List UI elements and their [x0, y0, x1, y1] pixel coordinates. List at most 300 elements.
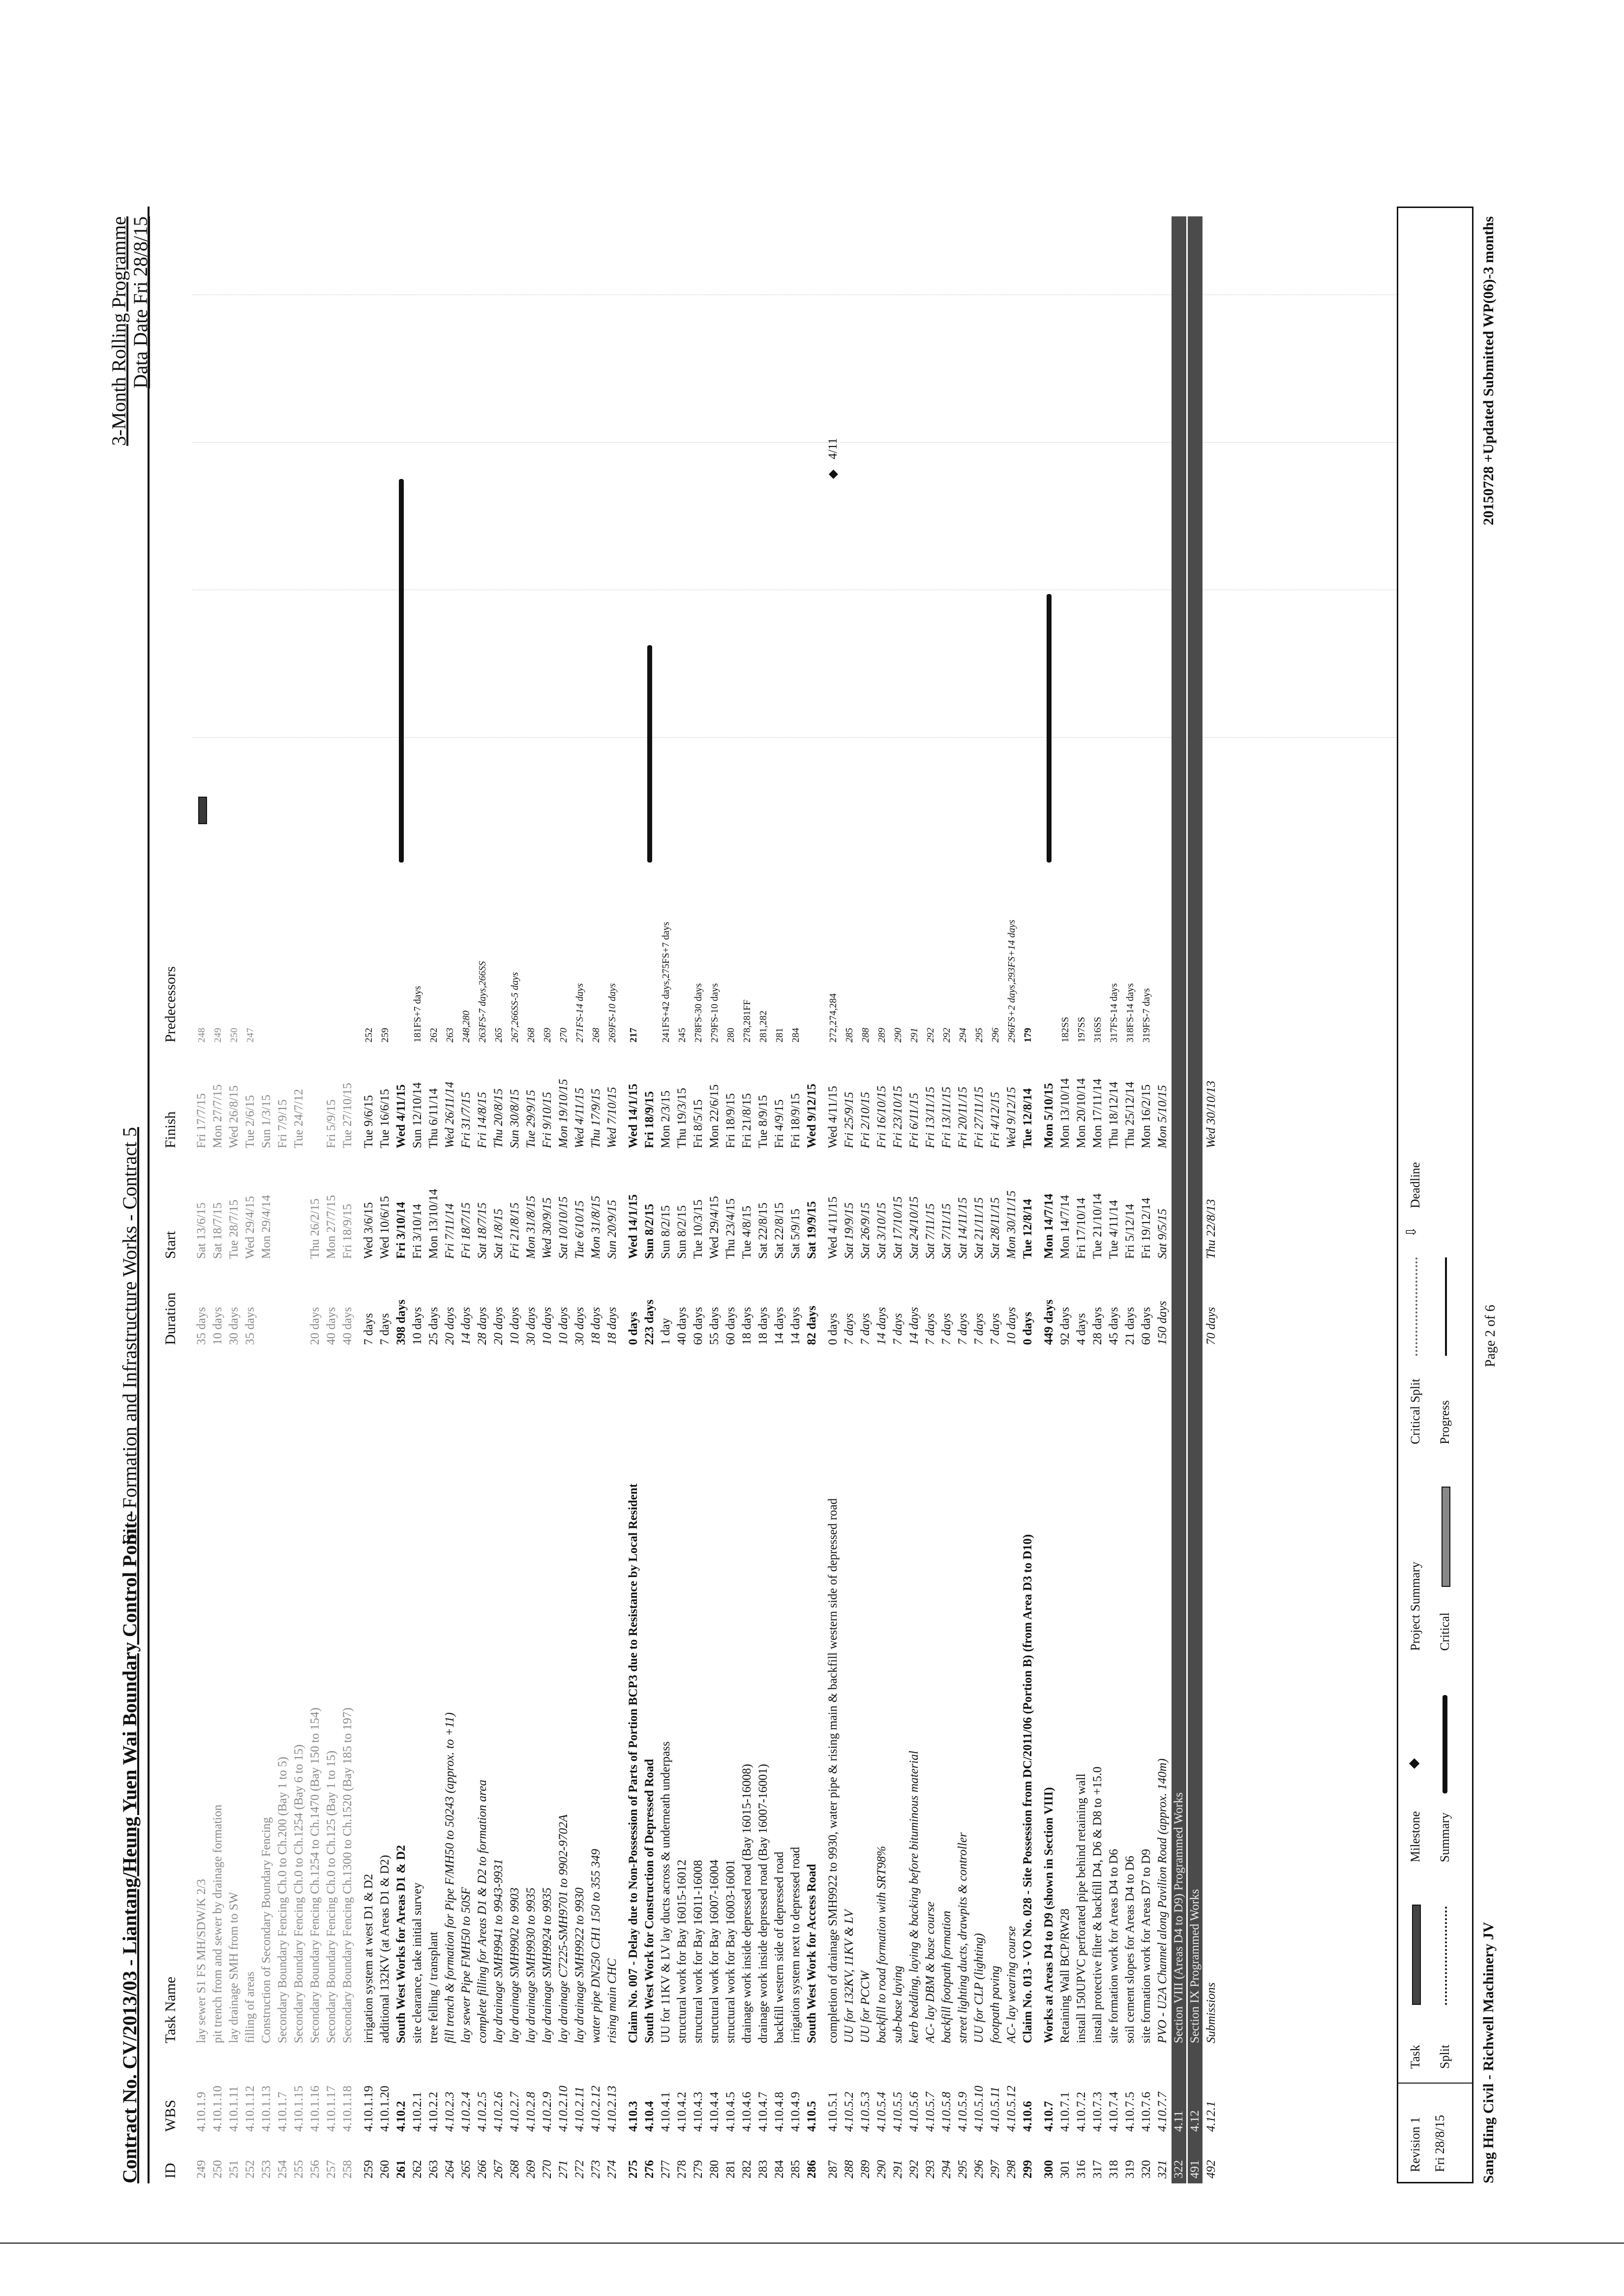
row-wbs: 4.10.7.3 [1091, 2091, 1104, 2132]
row-id: 250 [211, 2160, 224, 2178]
row-task-name: PVO - U2A Channel along Pavilion Road (approx. 140m) [1156, 1758, 1169, 2043]
table-row [626, 216, 641, 2183]
row-id: 275 [627, 2160, 640, 2178]
row-start: Sat 9/5/15 [1156, 1208, 1169, 1259]
row-wbs: 4.10.2.2 [427, 2091, 440, 2132]
row-wbs: 4.10.5.3 [859, 2091, 872, 2132]
row-wbs: 4.10.1.17 [325, 2086, 338, 2132]
row-id: 287 [826, 2160, 840, 2178]
table-row [589, 216, 603, 2183]
row-finish: Wed 4/11/15 [394, 1084, 408, 1148]
submission-note: 20150728 +Updated Submitted WP(06)-3 months [1480, 216, 1497, 526]
row-task-name: Works at Areas D4 to D9 (shown in Section VIII) [1042, 1787, 1055, 2043]
table-row [1058, 216, 1073, 2183]
row-finish: Tue 8/9/15 [756, 1095, 770, 1148]
table-row [459, 216, 474, 2183]
row-finish: Sun 12/10/14 [411, 1082, 424, 1148]
row-duration: 18 days [756, 1307, 770, 1345]
table-row [227, 216, 241, 2183]
legend-project-summary: Project Summary [1408, 1561, 1422, 1651]
row-start: Mon 31/8/15 [524, 1195, 538, 1259]
row-wbs: 4.10.5.7 [924, 2091, 937, 2132]
table-row [308, 216, 323, 2183]
row-id: 301 [1058, 2160, 1072, 2178]
row-task-name: pit trench from and sewer by drainage formation [211, 1804, 224, 2043]
row-start: Sat 17/10/15 [891, 1196, 904, 1259]
gantt-milestone-label: 4/11 [826, 438, 840, 459]
row-duration: 20 days [492, 1307, 505, 1345]
row-task-name: drainage work inside depressed road (Bay 16007-16001) [756, 1764, 770, 2043]
scan-edge-line [0, 2242, 1624, 2244]
row-id: 268 [508, 2160, 521, 2178]
row-start: Sat 19/9/15 [842, 1202, 856, 1259]
row-start: Sat 7/11/15 [940, 1203, 953, 1259]
table-row [1004, 216, 1019, 2183]
row-start: Sat 22/8/15 [756, 1202, 770, 1259]
row-wbs: 4.10.1.12 [243, 2086, 257, 2132]
row-start: Thu 22/8/13 [1204, 1199, 1218, 1259]
row-start: Fri 5/12/14 [1123, 1204, 1137, 1259]
row-start: Tue 12/8/14 [1021, 1198, 1034, 1259]
row-id: 265 [459, 2160, 473, 2178]
table-row [394, 216, 409, 2183]
row-id: 273 [589, 2160, 602, 2178]
row-duration: 25 days [427, 1307, 440, 1345]
row-id: 254 [276, 2160, 289, 2178]
table-row [1123, 216, 1138, 2183]
row-duration: 20 days [308, 1307, 322, 1345]
gantt-summary-bar [399, 479, 404, 863]
row-wbs: 4.10.1.19 [362, 2086, 375, 2132]
row-start: Fri 21/8/15 [508, 1202, 521, 1259]
col-header-finish: Finish [162, 1111, 179, 1148]
table-row [572, 216, 587, 2183]
row-duration: 14 days [459, 1307, 473, 1345]
row-start: Wed 29/4/15 [243, 1196, 257, 1259]
row-wbs: 4.10.2.4 [459, 2091, 473, 2132]
row-duration: 40 days [675, 1307, 689, 1345]
row-id: 256 [308, 2160, 322, 2178]
row-id: 263 [427, 2160, 440, 2178]
programme-title: 3-Month Rolling Programme [108, 216, 130, 446]
row-id: 276 [643, 2160, 656, 2178]
table-row [1139, 216, 1154, 2183]
row-start: Mon 31/8/15 [589, 1195, 602, 1259]
row-duration: 1 day [659, 1318, 672, 1345]
table-row [243, 216, 258, 2183]
col-header-id: ID [162, 2163, 179, 2178]
row-wbs: 4.10.1.7 [276, 2091, 289, 2132]
gantt-summary-bar [1047, 594, 1052, 863]
row-wbs: 4.10.5.10 [972, 2086, 986, 2132]
row-id: 491 [1188, 2160, 1202, 2178]
row-wbs: 4.10.4.6 [740, 2091, 753, 2132]
row-finish: Mon 19/10/15 [557, 1079, 570, 1148]
row-task-name: Section VIII (Areas D4 to D9) Programmed Works [1172, 1792, 1185, 2043]
row-task-name: rising main CHC [605, 1958, 619, 2043]
row-finish: Wed 4/11/15 [826, 1086, 840, 1148]
row-id: 264 [443, 2160, 456, 2178]
row-id: 274 [605, 2160, 619, 2178]
table-row [1090, 216, 1105, 2183]
row-predecessors: 288 [860, 1028, 871, 1043]
row-predecessors: 271FS-14 days [574, 983, 585, 1043]
row-wbs: 4.10.1.13 [260, 2086, 273, 2132]
row-finish: Thu 19/3/15 [675, 1088, 689, 1148]
row-duration: 60 days [724, 1307, 737, 1345]
table-row [378, 216, 392, 2183]
row-id: 321 [1156, 2160, 1169, 2178]
row-finish: Fri 9/10/15 [541, 1092, 554, 1148]
row-task-name: lay drainage SMH from to SW [227, 1892, 241, 2043]
row-wbs: 4.10.5.2 [842, 2091, 856, 2132]
row-predecessors: 292 [941, 1028, 952, 1043]
row-wbs: 4.10.4.4 [708, 2091, 721, 2132]
row-task-name: Secondary Boundary Fencing Ch.0 to Ch.1254 (Bay 6 to 15) [292, 1744, 305, 2043]
row-id: 298 [1005, 2160, 1018, 2178]
row-predecessors: 290 [893, 1028, 903, 1043]
legend-revision-box [1398, 2083, 1472, 2182]
row-predecessors: 285 [844, 1028, 855, 1043]
row-start: Fri 3/10/14 [394, 1202, 408, 1259]
row-id: 270 [541, 2160, 554, 2178]
row-wbs: 4.10.4.9 [789, 2091, 802, 2132]
row-wbs: 4.10.1.15 [292, 2086, 305, 2132]
row-duration: 150 days [1156, 1301, 1169, 1345]
table-row [605, 216, 620, 2183]
table-row [988, 216, 1003, 2183]
row-id: 322 [1172, 2160, 1185, 2178]
row-wbs: 4.12.1 [1204, 2101, 1218, 2132]
row-start: Sat 26/9/15 [859, 1202, 872, 1259]
row-start: Sat 18/7/15 [476, 1202, 489, 1259]
row-predecessors: 318FS-14 days [1125, 983, 1136, 1043]
row-predecessors: 269 [542, 1028, 553, 1043]
row-task-name: Submissions [1204, 1982, 1218, 2043]
row-predecessors: 217 [628, 1028, 639, 1043]
row-start: Sat 28/11/15 [989, 1197, 1002, 1259]
row-wbs: 4.10.4.2 [675, 2091, 689, 2132]
table-row [1042, 216, 1056, 2183]
rotated-gantt-sheet [89, 187, 1544, 2203]
row-id: 292 [907, 2160, 921, 2178]
table-row [1204, 216, 1219, 2183]
row-task-name: lay drainage SMH9922 to 9930 [573, 1887, 586, 2043]
gantt-summary-bar [647, 645, 652, 863]
table-row [659, 216, 673, 2183]
row-finish: Tue 27/10/15 [341, 1082, 354, 1148]
row-id: 261 [394, 2160, 408, 2178]
row-finish: Fri 16/10/15 [875, 1085, 888, 1148]
row-finish: Fri 23/10/15 [891, 1085, 904, 1148]
legend-box [1397, 207, 1474, 2183]
row-task-name: site clearance, take initial survey [411, 1882, 424, 2043]
row-id: 289 [859, 2160, 872, 2178]
row-start: Mon 14/7/14 [1058, 1195, 1072, 1259]
table-row [211, 216, 225, 2183]
data-date: Data Date Fri 28/8/15 [129, 216, 151, 388]
row-wbs: 4.10.1.16 [308, 2086, 322, 2132]
row-predecessors: 249 [212, 1028, 223, 1043]
row-wbs: 4.10.2.5 [476, 2091, 489, 2132]
table-row [956, 216, 970, 2183]
table-row [259, 216, 274, 2183]
row-wbs: 4.10.5.12 [1005, 2086, 1018, 2132]
row-duration: 14 days [907, 1307, 921, 1345]
row-start: Sat 5/9/15 [789, 1208, 802, 1259]
row-task-name: Secondary Boundary Fencing Ch.1300 to Ch.1520 (Bay 185 to 197) [341, 1707, 354, 2043]
row-duration: 7 days [362, 1313, 375, 1345]
row-wbs: 4.10.2.13 [605, 2086, 619, 2132]
row-id: 267 [492, 2160, 505, 2178]
row-task-name: structural work for Bay 16015-16012 [675, 1859, 689, 2043]
row-predecessors: 268 [526, 1028, 537, 1043]
row-task-name: UU for CLP (lighting) [972, 1933, 986, 2043]
row-id: 294 [940, 2160, 953, 2178]
row-finish: Fri 4/9/15 [773, 1099, 786, 1148]
row-start: Mon 27/7/15 [325, 1195, 338, 1259]
row-predecessors: 319FS-7 days [1141, 988, 1152, 1043]
row-predecessors: 269FS-10 days [607, 983, 618, 1043]
row-predecessors: 267,266SS-5 days [510, 972, 520, 1043]
row-id: 318 [1107, 2160, 1120, 2178]
row-finish: Fri 27/11/15 [972, 1086, 986, 1148]
programme-header [108, 216, 151, 446]
row-wbs: 4.10.7 [1042, 2101, 1055, 2132]
row-finish: Tue 2/6/15 [243, 1095, 257, 1148]
row-task-name: Claim No. 013 - VO No. 028 - Site Possession from DC/2011/06 (Portion B) (from Area D3 to D10) [1021, 1534, 1034, 2043]
row-start: Mon 13/10/14 [427, 1189, 440, 1259]
row-duration: 0 days [627, 1312, 640, 1345]
row-duration: 55 days [708, 1307, 721, 1345]
table-row [556, 216, 571, 2183]
table-row [642, 216, 657, 2183]
row-wbs: 4.10.5.9 [956, 2091, 969, 2132]
row-duration: 7 days [378, 1313, 391, 1345]
row-id: 295 [956, 2160, 969, 2178]
row-task-name: Claim No. 007 - Delay due to Non-Possession of Parts of Portion BCP3 due to Resistance by Local Resident [627, 1483, 640, 2043]
row-id: 260 [378, 2160, 391, 2178]
legend-split-swatch [1445, 1907, 1447, 2005]
row-task-name: site formation work for Areas D4 to D6 [1107, 1849, 1120, 2043]
row-start: Fri 17/10/14 [1075, 1197, 1088, 1259]
row-duration: 30 days [573, 1307, 586, 1345]
row-duration: 449 days [1042, 1299, 1055, 1345]
row-duration: 7 days [842, 1313, 856, 1345]
row-duration: 18 days [589, 1307, 602, 1345]
row-wbs: 4.10.2.10 [557, 2086, 570, 2132]
row-duration: 10 days [211, 1307, 224, 1345]
row-finish: Fri 6/11/15 [907, 1093, 921, 1148]
row-duration: 18 days [740, 1307, 753, 1345]
row-task-name: street lighting ducts, drawpits & controller [956, 1832, 969, 2043]
row-task-name: lay sewer S1 FS MH/SDW/K 2/3 [195, 1879, 208, 2043]
row-predecessors: 296 [990, 1028, 1001, 1043]
row-task-name: install protective filter & backfill D4, D6 & D8 to +15.0 [1091, 1766, 1104, 2043]
row-task-name: Secondary Boundary Fencing Ch.0 to Ch.200 (Bay 1 to 5) [276, 1757, 289, 2043]
row-finish: Fri 25/9/15 [842, 1092, 856, 1148]
legend-critical-swatch [1442, 1487, 1450, 1587]
row-finish: Tue 16/6/15 [378, 1089, 391, 1148]
row-wbs: 4.10.4 [643, 2101, 656, 2132]
table-row [788, 216, 803, 2183]
row-id: 320 [1140, 2160, 1153, 2178]
row-duration: 7 days [972, 1313, 986, 1345]
row-task-name: soil cement slopes for Areas D4 to D6 [1123, 1855, 1137, 2043]
row-predecessors: 270 [558, 1028, 569, 1043]
col-header-duration: Duration [162, 1292, 179, 1345]
row-task-name: lay sewer Pipe FMH50 to 50SF [459, 1887, 473, 2043]
row-task-name: Section IX Programmed Works [1188, 1889, 1202, 2043]
row-id: 272 [573, 2160, 586, 2178]
legend-milestone: Milestone [1408, 1811, 1422, 1862]
row-start: Sat 22/8/15 [773, 1202, 786, 1259]
row-task-name: filling of areas [243, 1971, 257, 2043]
row-wbs: 4.10.2 [394, 2101, 408, 2132]
row-wbs: 4.10.1.20 [378, 2086, 391, 2132]
row-task-name: South West Work for Construction of Depressed Road [643, 1759, 656, 2043]
row-start: Mon 30/11/15 [1005, 1190, 1018, 1259]
row-wbs: 4.10.5 [805, 2101, 818, 2132]
row-wbs: 4.10.7.5 [1123, 2091, 1137, 2132]
row-finish: Fri 17/7/15 [195, 1093, 208, 1148]
row-finish: Wed 4/11/15 [573, 1088, 586, 1148]
row-predecessors: 245 [677, 1028, 688, 1043]
row-predecessors: 181FS+7 days [412, 985, 423, 1043]
row-start: Tue 28/7/15 [227, 1199, 241, 1259]
row-finish: Wed 9/12/15 [1005, 1087, 1018, 1148]
row-finish: Wed 9/12/15 [805, 1083, 818, 1148]
row-finish: Mon 5/10/15 [1042, 1083, 1055, 1148]
deadline-arrow-icon: ⇩ [1404, 1226, 1419, 1238]
row-start: Sat 7/11/15 [924, 1203, 937, 1259]
row-id: 262 [411, 2160, 424, 2178]
row-duration: 7 days [989, 1313, 1002, 1345]
row-predecessors: 281 [774, 1028, 785, 1043]
row-finish: Wed 7/10/15 [605, 1087, 619, 1148]
row-wbs: 4.10.7.6 [1140, 2091, 1153, 2132]
row-finish: Mon 17/11/14 [1091, 1078, 1104, 1148]
row-start: Tue 4/8/15 [740, 1205, 753, 1259]
row-predecessors: 292 [925, 1028, 936, 1043]
row-start: Wed 30/9/15 [541, 1197, 554, 1259]
row-wbs: 4.10.4.7 [756, 2091, 770, 2132]
row-task-name: lay drainage C7225-SMH9701 to 9902-9702A [557, 1814, 570, 2043]
row-start: Wed 14/1/15 [627, 1194, 640, 1259]
row-predecessors: 268 [591, 1028, 601, 1043]
legend-critical: Critical [1438, 1612, 1452, 1651]
row-start: Sat 1/8/15 [492, 1208, 505, 1259]
row-predecessors: 279FS-10 days [709, 983, 720, 1043]
works-title: Site Formation and Infrastructure Works - Contract 5 [119, 1127, 141, 1544]
row-duration: 18 days [605, 1307, 619, 1345]
row-id: 279 [692, 2160, 705, 2178]
row-finish: Mon 2/3/15 [659, 1090, 672, 1148]
table-row [443, 216, 457, 2183]
row-finish: Fri 13/11/15 [940, 1086, 953, 1148]
row-duration: 40 days [325, 1307, 338, 1345]
row-wbs: 4.10.1.10 [211, 2086, 224, 2132]
gantt-milestone-icon: ◆ [826, 469, 840, 479]
table-row [858, 216, 873, 2183]
row-task-name: South West Works for Areas D1 & D2 [394, 1845, 408, 2043]
row-finish: Mon 22/6/15 [708, 1084, 721, 1148]
row-duration: 0 days [826, 1313, 840, 1345]
legend-deadline: Deadline [1408, 1162, 1422, 1208]
row-start: Wed 10/6/15 [378, 1196, 391, 1259]
row-predecessors: 316SS [1092, 1016, 1103, 1043]
row-duration: 45 days [1107, 1307, 1120, 1345]
row-duration: 223 days [643, 1299, 656, 1345]
row-task-name: structural work for Bay 16011-16008 [692, 1860, 705, 2043]
row-id: 317 [1091, 2160, 1104, 2178]
col-header-predecessors: Predecessors [162, 966, 179, 1043]
table-row [826, 216, 841, 2183]
row-id: 284 [773, 2160, 786, 2178]
table-row [874, 216, 889, 2183]
row-duration: 10 days [1005, 1307, 1018, 1345]
row-duration: 35 days [243, 1307, 257, 1345]
row-duration: 30 days [227, 1307, 241, 1345]
row-finish: Fri 31/7/15 [459, 1092, 473, 1148]
contract-title: Contract No. CV/2013/03 - Liantang/Heung Yuen Wai Boundary Control Point - [119, 1511, 141, 2183]
row-finish: Fri 8/5/15 [692, 1099, 705, 1148]
table-row [972, 216, 987, 2183]
row-wbs: 4.10.2.7 [508, 2091, 521, 2132]
row-start: Fri 3/10/14 [411, 1204, 424, 1259]
row-start: Sat 10/10/15 [557, 1196, 570, 1259]
table-row [1172, 216, 1186, 2183]
row-id: 251 [227, 2160, 241, 2178]
table-row [723, 216, 738, 2183]
row-duration: 0 days [1021, 1312, 1034, 1345]
row-predecessors: 263 [445, 1028, 455, 1043]
row-predecessors: 259 [380, 1028, 391, 1043]
row-wbs: 4.11 [1172, 2111, 1185, 2132]
row-wbs: 4.10.5.5 [891, 2091, 904, 2132]
row-task-name: completion of drainage SMH9922 to 9930, water pipe & rising main & backfill western side of depressed road [826, 1498, 840, 2043]
row-id: 255 [292, 2160, 305, 2178]
row-start: Sun 8/2/15 [675, 1205, 689, 1259]
row-task-name: tree felling / transplant [427, 1931, 440, 2043]
row-wbs: 4.10.1.9 [195, 2091, 208, 2132]
row-id: 252 [243, 2160, 257, 2178]
row-duration: 14 days [789, 1307, 802, 1345]
row-duration: 40 days [341, 1307, 354, 1345]
row-wbs: 4.10.4.5 [724, 2091, 737, 2132]
row-task-name: lay drainage SMH9924 to 9935 [541, 1887, 554, 2043]
row-finish: Thu 6/11/14 [427, 1088, 440, 1148]
row-task-name: structural work for Bay 16007-16004 [708, 1859, 721, 2043]
row-finish: Fri 4/12/15 [989, 1092, 1002, 1148]
row-finish: Mon 5/10/15 [1156, 1085, 1169, 1148]
row-start: Wed 3/6/15 [362, 1202, 375, 1259]
row-wbs: 4.10.7.7 [1156, 2091, 1169, 2132]
row-duration: 35 days [195, 1307, 208, 1345]
row-duration: 10 days [508, 1307, 521, 1345]
gantt-task-bar [198, 797, 207, 824]
row-finish: Fri 7/9/15 [276, 1099, 289, 1148]
legend-summary-swatch [1443, 1695, 1447, 1793]
table-row [194, 216, 209, 2183]
row-finish: Mon 20/10/14 [1075, 1078, 1088, 1148]
row-duration: 7 days [956, 1313, 969, 1345]
row-wbs: 4.12 [1188, 2110, 1202, 2132]
legend-task-swatch [1412, 1905, 1421, 2005]
row-id: 291 [891, 2160, 904, 2178]
row-task-name: UU for 11KV & LV lay ducts across & underneath underpass [659, 1741, 672, 2043]
row-task-name: irrigation system at west D1 & D2 [362, 1874, 375, 2043]
